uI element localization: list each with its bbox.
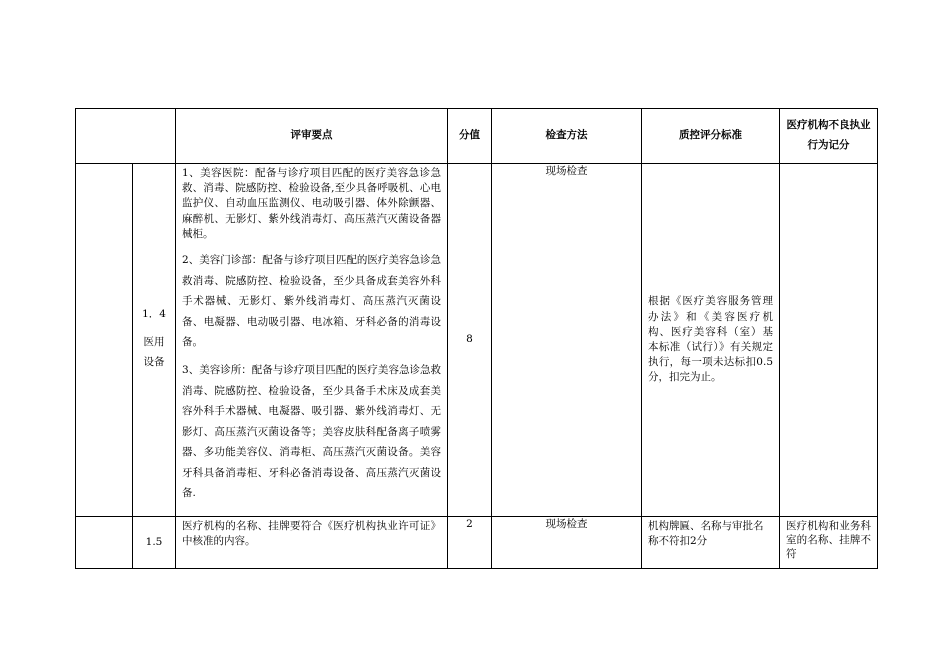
row-blank-cell: [76, 517, 133, 569]
point-paragraph: 3、美容诊所：配备与诊疗项目匹配的医疗美容急诊急救消毒、院感防控、检验设备，至少具备手术床及成套美容外科手术器械、电凝器、吸引器、紫外线消毒灯、无影灯、高压蒸汽灭菌设备等；美容皮肤科配备离子喷雾器、多功能美容仪、消毒柜、高压蒸汽灭菌设备。美容牙科具备消毒柜、牙科必备消毒设备、高压蒸汽灭菌设备.: [182, 364, 441, 500]
record-cell: [780, 164, 878, 517]
standard-cell: 机构牌匾、名称与审批名称不符扣2分: [642, 517, 780, 569]
score-cell: 2: [448, 517, 492, 569]
score-cell: 8: [448, 164, 492, 517]
header-method: 检查方法: [492, 109, 642, 164]
header-standard: 质控评分标准: [642, 109, 780, 164]
item-cell: [133, 517, 176, 569]
point-paragraph: 2、美容门诊部：配备与诊疗项目匹配的医疗美容急诊急救消毒、院感防控、检验设备，至少具备成套美容外科手术器械、无影灯、紫外线消毒灯、高压蒸汽灭菌设备、电凝器、电动吸引器、电冰箱、牙科必备的消毒设备。: [182, 254, 441, 348]
point-paragraph: 1、美容医院：配备与诊疗项目匹配的医疗美容急诊急救、消毒、院感防控、检验设备,至少具备呼吸机、心电监护仪、自动血压监测仪、电动吸引器、体外除颤器、麻醉机、无影灯、紫外线消毒灯、高压蒸汽灭菌设备器械柜。: [182, 167, 441, 240]
header-score: 分值: [448, 109, 492, 164]
record-cell: 医疗机构和业务科室的名称、挂牌不符: [780, 517, 878, 569]
evaluation-table: [75, 108, 878, 569]
item-cell: [133, 164, 176, 517]
item-code: 1.5: [145, 535, 163, 548]
method-cell: 现场检查: [492, 517, 642, 569]
points-cell: [176, 517, 448, 569]
table-row: [76, 517, 878, 569]
method-cell: 现场检查: [492, 164, 642, 517]
standard-cell: 根据《医疗美容服务管理办法》和《美容医疗机构、医疗美容科（室）基本标准（试行）》有关规定执行，每一项未达标扣0.5分，扣完为止。: [642, 164, 780, 517]
header-record: 医疗机构不良执业行为记分: [780, 109, 878, 164]
table-row: [76, 164, 878, 517]
points-cell: [176, 164, 448, 517]
header-blank: [76, 109, 176, 164]
header-points: 评审要点: [176, 109, 448, 164]
header-row: [76, 109, 878, 164]
item-code: 1．4: [142, 308, 166, 321]
row-blank-cell: [76, 164, 133, 517]
item-name: 医用设备: [143, 335, 165, 368]
point-paragraph: 医疗机构的名称、挂牌要符合《医疗机构执业许可证》中核准的内容。: [182, 520, 441, 548]
